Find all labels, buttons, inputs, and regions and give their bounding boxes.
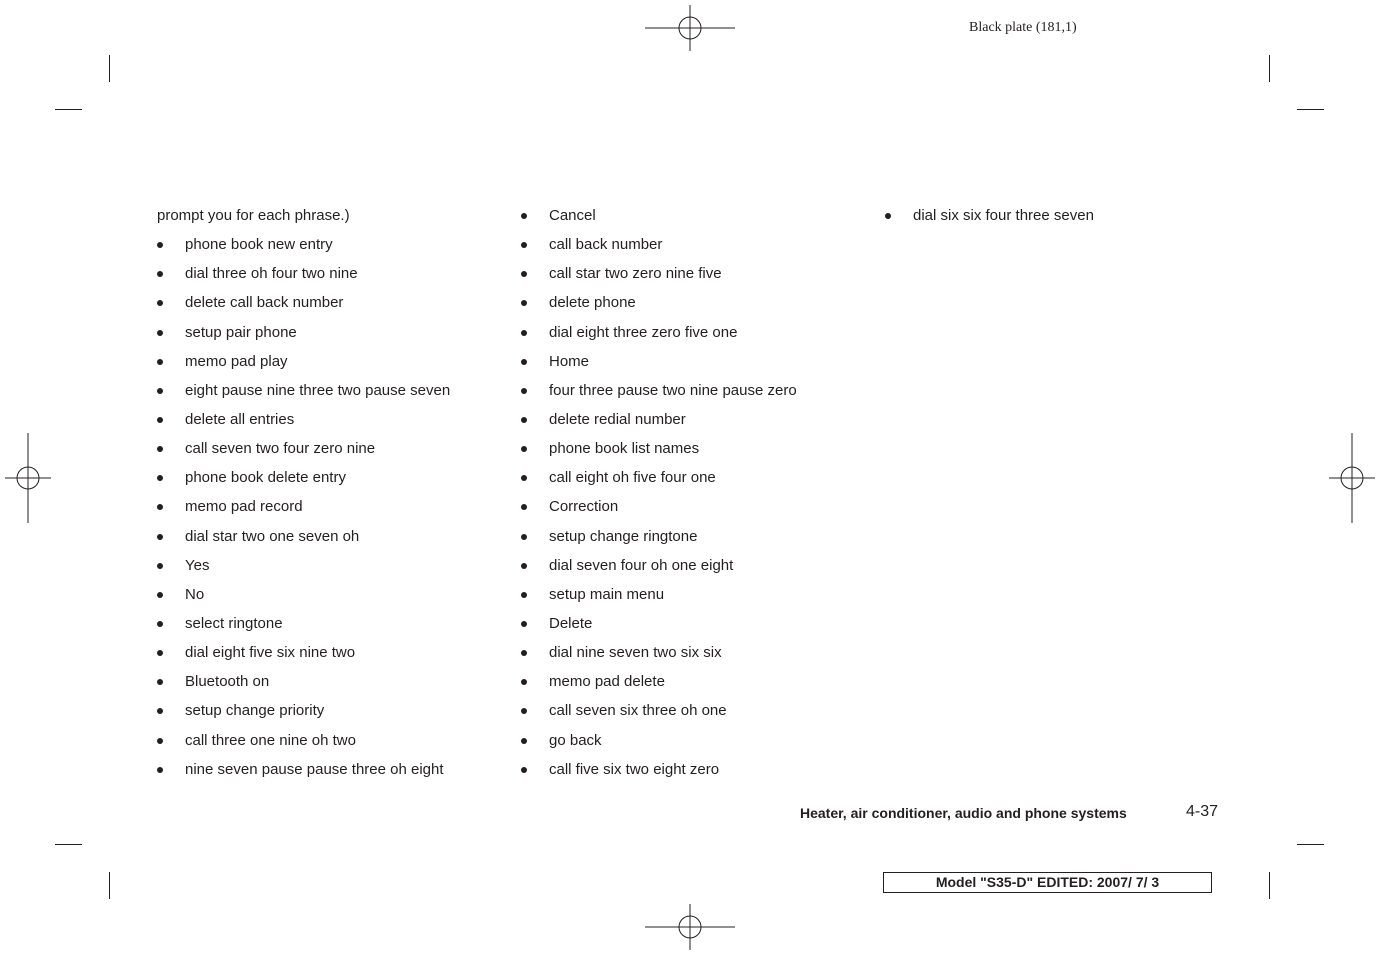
bullet-icon [521,417,527,423]
bullet-icon [521,592,527,598]
bullet-icon [521,738,527,744]
bullet-icon [521,708,527,714]
list-item-text: memo pad play [185,352,288,370]
list-item-text: dial eight five six nine two [185,644,356,662]
list-item-text: eight pause nine three two pause seven [185,381,451,399]
list-item [521,701,861,730]
section-title: Heater, air conditioner, audio and phone systems [800,805,1127,821]
list-item [157,497,497,526]
registration-mark-bottom [645,904,735,950]
page-number: 4-37 [1186,803,1219,820]
list-item [157,556,497,585]
crop-mark [1297,109,1324,110]
list-item-text: delete all entries [185,410,295,428]
bullet-icon [157,271,163,277]
plate-label: Black plate (181,1) [969,20,1077,35]
bullet-icon [521,767,527,773]
list-item-text: phone book new entry [185,236,333,254]
list-item-text: call three one nine oh two [185,731,356,749]
list-item-text: delete phone [549,294,636,312]
list-item-text: Delete [549,614,593,632]
bullet-icon [521,330,527,336]
list-item [157,585,497,614]
bullet-icon [521,446,527,452]
bullet-icon [157,767,163,773]
bullet-icon [157,621,163,627]
list-item-text: setup pair phone [185,323,297,341]
model-edited-box: Model "S35-D" EDITED: 2007/ 7/ 3 [883,872,1212,893]
list-item [157,439,497,468]
list-item-text: four three pause two nine pause zero [549,381,797,399]
list-item-text: call back number [549,236,663,254]
crop-mark [109,55,110,82]
list-item [521,556,861,585]
list-item [521,264,861,293]
list-item-text: phone book list names [549,440,700,458]
list-item [521,235,861,264]
list-item [157,731,497,760]
list-item-text: Bluetooth on [185,673,270,691]
bullet-icon [157,534,163,540]
bullet-icon [521,621,527,627]
list-item [521,672,861,701]
list-item-text: Home [549,352,590,370]
bullet-icon [885,213,891,219]
list-item [157,381,497,410]
list-item-text: call eight oh five four one [549,469,716,487]
crop-mark [1297,844,1324,845]
list-item-text: call five six two eight zero [549,760,720,778]
column-1 [157,206,497,789]
list-item-text: Yes [185,556,210,574]
list-item [521,352,861,381]
list-item [157,410,497,439]
bullet-icon [157,563,163,569]
bullet-icon [157,475,163,481]
list-item [521,410,861,439]
bullet-icon [521,534,527,540]
list-item [157,468,497,497]
bullet-icon [521,679,527,685]
bullet-icon [157,592,163,598]
bullet-icon [157,708,163,714]
list-item-text: delete redial number [549,410,686,428]
bullet-icon [157,242,163,248]
bullet-icon [157,738,163,744]
list-item-text: call seven six three oh one [549,702,727,720]
bullet-icon [157,300,163,306]
list-item-text: phone book delete entry [185,469,346,487]
list-item-text: delete call back number [185,294,344,312]
list-item [885,206,1225,235]
column-3 [885,206,1225,235]
column-2 [521,206,861,789]
list-item-text: call star two zero nine five [549,265,722,283]
registration-mark-top [645,5,735,51]
list-item [157,643,497,672]
list-item [157,614,497,643]
bullet-icon [521,650,527,656]
bullet-icon [521,388,527,394]
list-item-text: nine seven pause pause three oh eight [185,760,444,778]
list-item-text: setup main menu [549,585,665,603]
list-item [521,731,861,760]
bullet-icon [157,417,163,423]
list-item [157,760,497,789]
bullet-icon [521,242,527,248]
list-item [521,293,861,322]
list-item-text: memo pad delete [549,673,665,691]
list-item-text: dial three oh four two nine [185,265,358,283]
list-item [521,614,861,643]
bullet-icon [157,388,163,394]
list-item-text: call seven two four zero nine [185,440,376,458]
list-item-text: dial star two one seven oh [185,527,360,545]
list-item [157,264,497,293]
list-item [521,381,861,410]
list-item [157,527,497,556]
list-item [521,323,861,352]
list-item [521,585,861,614]
list-item [157,352,497,381]
list-item-text: select ringtone [185,614,283,632]
bullet-icon [521,563,527,569]
list-item [521,527,861,556]
list-item [521,468,861,497]
bullet-icon [157,650,163,656]
registration-mark-left [5,433,51,523]
bullet-icon [521,271,527,277]
bullet-icon [157,679,163,685]
bullet-icon [521,300,527,306]
list-item-text: dial seven four oh one eight [549,556,734,574]
list-item [521,643,861,672]
bullet-icon [157,330,163,336]
list-item-text: setup change priority [185,702,325,720]
list-item-text: dial six six four three seven [913,207,1094,224]
list-item [157,672,497,701]
list-item-text: No [185,585,205,603]
crop-mark [109,872,110,899]
bullet-icon [157,446,163,452]
list-item-text: dial eight three zero five one [549,323,738,341]
list-item-text: memo pad record [185,498,303,516]
list-item-text: Correction [549,498,619,516]
bullet-icon [521,213,527,219]
bullet-icon [157,359,163,365]
list-item-text: go back [549,731,602,749]
crop-mark [55,109,82,110]
lead-text: prompt you for each phrase.) [157,207,350,224]
list-item [521,206,861,235]
bullet-icon [521,504,527,510]
list-item [157,235,497,264]
bullet-icon [521,475,527,481]
bullet-icon [157,504,163,510]
list-item-text: setup change ringtone [549,527,698,545]
list-item [521,439,861,468]
crop-mark [1269,872,1270,899]
list-item [157,323,497,352]
list-item-text: Cancel [549,207,596,224]
registration-mark-right [1329,433,1375,523]
list-item [157,293,497,322]
list-item [521,760,861,789]
crop-mark [1269,55,1270,82]
bullet-icon [521,359,527,365]
list-item [157,701,497,730]
list-item [521,497,861,526]
list-item-text: dial nine seven two six six [549,644,722,662]
crop-mark [55,844,82,845]
